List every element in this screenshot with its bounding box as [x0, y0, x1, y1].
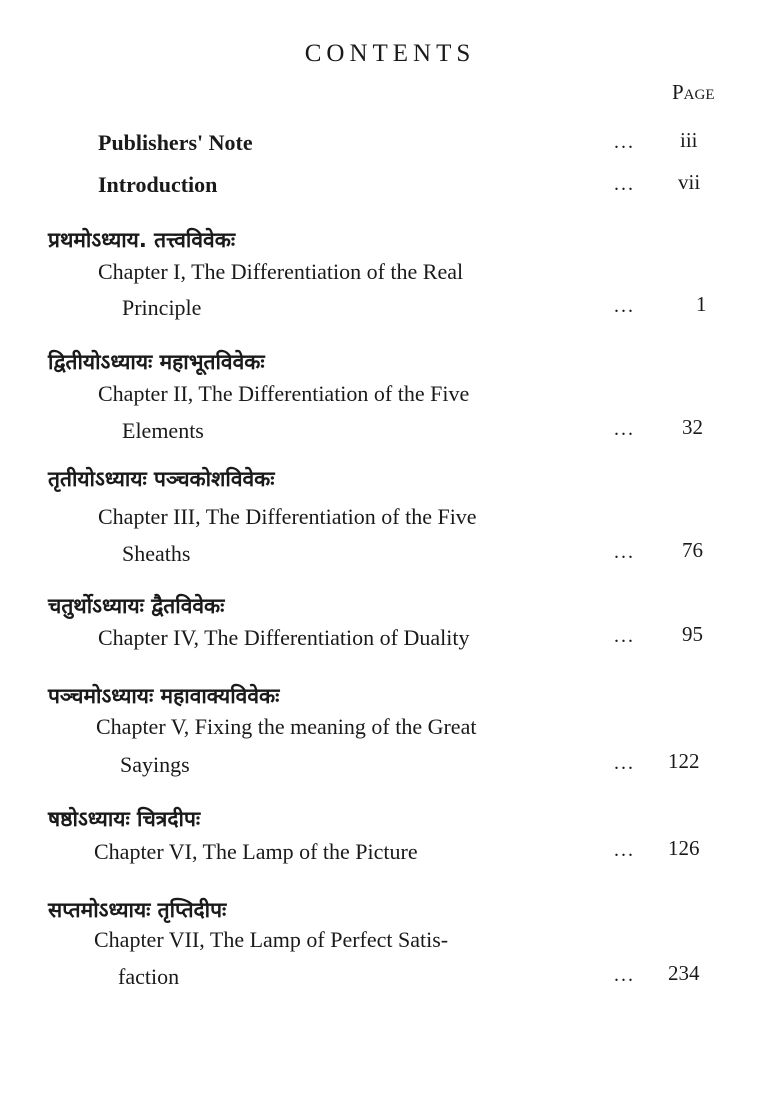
page-number: 76	[682, 538, 703, 562]
chapter-title-line: Principle	[122, 295, 202, 320]
leader-dots: ...	[614, 752, 635, 774]
chapter-title-line: Chapter V, Fixing the meaning of the Great	[96, 714, 477, 739]
page-number: 122	[668, 749, 700, 773]
chapter-title-line: Chapter I, The Differentiation of the Real	[98, 259, 464, 284]
chapter-sanskrit-title: पञ्चमोऽध्यायः महावाक्यविवेकः	[48, 684, 280, 708]
chapter-title-line: Sheaths	[122, 541, 191, 566]
chapter-title-line: Chapter III, The Differentiation of the Five	[98, 504, 477, 529]
page-title: CONTENTS	[304, 40, 476, 67]
leader-dots: ...	[614, 541, 635, 563]
page-number: 95	[682, 622, 703, 646]
chapter-sanskrit-title: सप्तमोऽध्यायः तृप्तिदीपः	[48, 898, 227, 922]
page-number: 126	[668, 836, 700, 860]
leader-dots: ...	[614, 295, 635, 317]
chapter-title-line: Sayings	[120, 752, 190, 777]
page-number: 32	[682, 415, 703, 439]
chapter-title-line: Elements	[122, 418, 204, 443]
leader-dots: ...	[614, 839, 635, 861]
leader-dots: ...	[614, 964, 635, 986]
toc-entry-publishers-note: Publishers' Note	[98, 130, 253, 155]
chapter-sanskrit-title: षष्ठोऽध्यायः चित्रदीपः	[48, 807, 201, 831]
page-number: vii	[678, 170, 701, 194]
chapter-title-line: Chapter VI, The Lamp of the Picture	[94, 839, 418, 864]
page-number: iii	[680, 128, 698, 152]
leader-dots: ...	[614, 131, 635, 153]
leader-dots: ...	[614, 418, 635, 440]
chapter-sanskrit-title: द्वितीयोऽध्यायः महाभूतविवेकः	[48, 350, 265, 374]
leader-dots: ...	[614, 625, 635, 647]
chapter-sanskrit-title: चतुर्थोऽध्यायः द्वैतविवेकः	[48, 594, 225, 618]
chapter-title-line: faction	[118, 964, 180, 989]
chapter-title-line: Chapter II, The Differentiation of the Five	[98, 381, 470, 406]
page-column-header: Page	[672, 80, 715, 104]
chapter-title-line: Chapter VII, The Lamp of Perfect Satis-	[94, 927, 449, 952]
page-number: 1	[696, 292, 707, 316]
page-number: 234	[668, 961, 700, 985]
chapter-title-line: Chapter IV, The Differentiation of Duality	[98, 625, 470, 650]
leader-dots: ...	[614, 173, 635, 195]
toc-entry-introduction: Introduction	[98, 172, 218, 197]
chapter-sanskrit-title: प्रथमोऽध्याय. तत्त्वविवेकः	[48, 228, 236, 252]
chapter-sanskrit-title: तृतीयोऽध्यायः पञ्चकोशविवेकः	[48, 467, 275, 491]
